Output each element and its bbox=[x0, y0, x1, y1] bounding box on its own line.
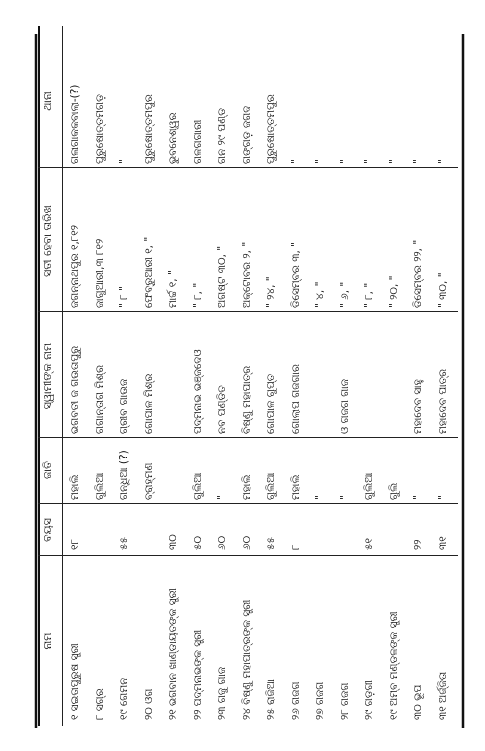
table-cell-name: ୧୯ ଅମ୍ବ ମଣ୍ଡଳଙ୍କ ସ୍ତ୍ରୀ bbox=[387, 611, 400, 720]
table-cell-name: ୨୬ ଗଜଗ bbox=[289, 681, 302, 720]
table-cell-age: ୩୦ bbox=[167, 534, 179, 550]
table-cell-date: ଅକ୍ଟୋବର ୨, " bbox=[240, 241, 253, 308]
header-sati-date: ସତୀ ହେବା ତାରିଖ bbox=[41, 205, 54, 277]
table-cell-date: " ୪, " bbox=[314, 281, 326, 308]
table-cell-date: ଅଗଷ୍ଟ ୩୦, " bbox=[216, 245, 228, 308]
table-cell-name: ୨୩ ଗଜୁ ଗାଜ bbox=[216, 666, 228, 720]
col-divider bbox=[38, 311, 458, 312]
table-cell-date: ଜାଗୁଆରୀ,୩ ୮୧୨ bbox=[93, 238, 106, 308]
table-cell-date: " ୮ " bbox=[118, 286, 130, 308]
sati-register-table bbox=[38, 26, 458, 726]
table-cell-husband: ଗ୍ରୀବ ଗାଉଜ bbox=[118, 378, 130, 434]
table-cell-thana: ପୁରୁଷୋତ୍ତମପୁର bbox=[265, 94, 277, 164]
table-cell-date: ଫେବ୍ରୁଆରୀ ୧, " bbox=[142, 236, 155, 308]
col-divider bbox=[38, 555, 458, 556]
table-cell-husband: ଗଗାନ୍ତାଗ ମିଶ୍ର bbox=[93, 364, 106, 434]
table-cell-caste: " bbox=[314, 495, 326, 500]
table-cell-thana: ଗଳଗଗାରୀ bbox=[191, 119, 204, 164]
table-cell-date: " ୮, " bbox=[191, 282, 204, 308]
table-cell-husband: ନବ ପଣ୍ଡିତ bbox=[216, 385, 228, 434]
table-cell-caste: ମହାଲି bbox=[240, 474, 253, 500]
table-cell-name: ୨୨ ପଦ୍ମନାଭଙ୍କ ସ୍ତ୍ରୀ bbox=[191, 629, 204, 720]
table-cell-name: ୨୯ ଗଡ଼ଗୀ bbox=[363, 680, 375, 720]
header-thana: ଥାନା bbox=[41, 91, 54, 111]
table-cell-name: ୧୯ ଗେମନ bbox=[118, 677, 130, 720]
table-cell-age: ୬୦ bbox=[240, 535, 253, 550]
table-cell-thana: ପୁରୁଷୋତ୍ତମଗଡ଼ bbox=[93, 94, 106, 164]
table-cell-thana: " bbox=[387, 159, 400, 164]
table-cell-age: ୫୧ bbox=[363, 537, 375, 550]
table-cell-name: ୨୫ ରାଜିଆ bbox=[265, 679, 277, 720]
table-cell-thana: ଗନ ୨୯ ପଣ୍ଡ bbox=[216, 108, 228, 164]
header-age: ବୟସ bbox=[41, 518, 54, 542]
table-cell-thana: " bbox=[363, 159, 375, 164]
table-cell-date: ଡିସେମ୍ବର ୨୨, " bbox=[412, 239, 424, 308]
table-cell-husband: ଗୋପାଳ ଗୁପ୍ତ bbox=[265, 373, 277, 434]
header-bottom-rule bbox=[62, 26, 63, 726]
table-cell-name: ୮ ସଗ୍ର bbox=[93, 688, 106, 720]
table-cell-date: ଜଗନ୍ନାଥପୁର ୧,୮୧୨ bbox=[69, 225, 81, 308]
table-cell-date: " ୨୪, " bbox=[265, 276, 277, 308]
table-cell-thana: " bbox=[118, 159, 130, 164]
table-cell-age: ୩୧ bbox=[436, 536, 449, 550]
table-cell-caste: " bbox=[412, 495, 424, 500]
table-cell-name: ୨୮ ଗଜଗ bbox=[338, 682, 351, 720]
table-cell-caste: ମହାଲି bbox=[289, 474, 302, 500]
table-cell-caste: ଗୁଲିଆ bbox=[265, 472, 277, 500]
table-cell-date: " ୩୦, " bbox=[436, 272, 449, 308]
table-cell-thana: ଗଙ୍ଗଡ଼ ଜଗଦ bbox=[240, 105, 253, 164]
table-cell-caste: " bbox=[338, 495, 351, 500]
table-cell-thana: " bbox=[289, 159, 302, 164]
col-divider bbox=[38, 503, 458, 504]
col-divider bbox=[38, 167, 458, 168]
table-cell-date: ମାର୍ଚ୍ଚ ୧, " bbox=[167, 270, 179, 308]
table-cell-thana: ଭୁବନେଶ୍ୱର bbox=[167, 112, 179, 164]
table-cell-age: ୧୮ bbox=[69, 539, 81, 550]
table-cell-husband: ଗୋଲାପ ଗଜଗାର bbox=[289, 364, 302, 434]
header-top-rule bbox=[38, 26, 40, 726]
table-cell-thana: " bbox=[436, 159, 449, 164]
table-cell-caste: ଗୁଲି bbox=[387, 482, 400, 500]
table-cell-thana: " bbox=[314, 159, 326, 164]
table-cell-thana: ପୁରୁଷୋତ୍ତମପୁର bbox=[142, 94, 155, 164]
header-name: ନାମ bbox=[41, 632, 54, 650]
table-cell-husband: ବିଷ୍ଣୁ ମହାପାତ୍ର bbox=[240, 365, 253, 434]
table-cell-name: ୩୧ ଅର୍ଜ୍ଜିତା bbox=[436, 671, 449, 720]
table-cell-caste: ଗୁଲିଆ bbox=[93, 472, 106, 500]
table-cell-name: ୨୧ ଭଗବାନ ଖାଣ୍ଡାୟତଙ୍କ ସ୍ତ୍ରୀ bbox=[167, 588, 179, 720]
table-cell-caste: ଗୁଲିଆ bbox=[191, 472, 204, 500]
table-cell-thana: " bbox=[412, 159, 424, 164]
header-caste: ଜାତି bbox=[41, 461, 54, 479]
table-cell-caste: " bbox=[436, 495, 449, 500]
table-cell-husband: ମହାଦେବ ପାତ୍ର bbox=[436, 368, 449, 434]
table-cell-date: " ୬, " bbox=[338, 281, 351, 308]
table-cell-name: ୨୪ ବିଷ୍ଣୁ ମହାପାତ୍ରଙ୍କ ସ୍ତ୍ରୀ bbox=[240, 599, 253, 720]
table-cell-name: ୧ ସଇତାପୁରୁଷ ସ୍ତ୍ରୀ bbox=[69, 643, 81, 720]
table-cell-age: ୫୫ bbox=[265, 536, 277, 550]
table-cell-age: ୮ bbox=[289, 544, 302, 550]
table-cell-age: ୫୫ bbox=[118, 536, 130, 550]
table-cell-caste: " bbox=[216, 495, 228, 500]
table-cell-husband: ଗୋପାଳ ମିଶ୍ର bbox=[142, 373, 155, 434]
table-cell-caste: ବ୍ରାହ୍ମଣ bbox=[142, 462, 155, 500]
table-cell-date: " ୮, " bbox=[363, 282, 375, 308]
table-cell-age: ୬୦ bbox=[216, 535, 228, 550]
table-cell-caste: ଗୁଲିଆ bbox=[363, 472, 375, 500]
table-cell-name: ୨୦ ଓଗ bbox=[142, 688, 155, 720]
table-cell-husband: ଓ ଗଜଗ ଗାଜ bbox=[338, 378, 351, 434]
table-cell-date: ଡିସେମ୍ବର ୩, " bbox=[289, 242, 302, 308]
table-cell-husband: ମହାଦେବ ସାହୁ bbox=[412, 379, 424, 434]
table-cell-caste: ଗନ୍ଧିଆ (?) bbox=[118, 450, 130, 500]
table-cell-thana: ଗଳାଗାକକବାଲା-(?) bbox=[69, 84, 81, 164]
table-cell-name: ୩୦ ଭୂପ bbox=[412, 684, 424, 720]
table-cell-thana: " bbox=[338, 159, 351, 164]
table-cell-name: ୨୭ ଗଜଗ bbox=[314, 681, 326, 720]
table-cell-age: ୨୨ bbox=[412, 539, 424, 550]
header-husband-name: ସ୍ୱାମୀଙ୍କ ନାମ bbox=[41, 342, 54, 410]
table-cell-husband: ଭଗବତୀ ଜ ଗଉତାପୁରୁ bbox=[69, 345, 81, 434]
table-cell-date: " ୨୦, " bbox=[387, 275, 400, 308]
table-cell-age: ୫୦ bbox=[191, 535, 204, 550]
col-divider bbox=[38, 437, 458, 438]
table-cell-husband: ପଦ୍ମନାଭ ଭଞ୍ଜଦେଓ bbox=[191, 349, 204, 434]
table-cell-caste: ମହାଲି bbox=[69, 474, 81, 500]
